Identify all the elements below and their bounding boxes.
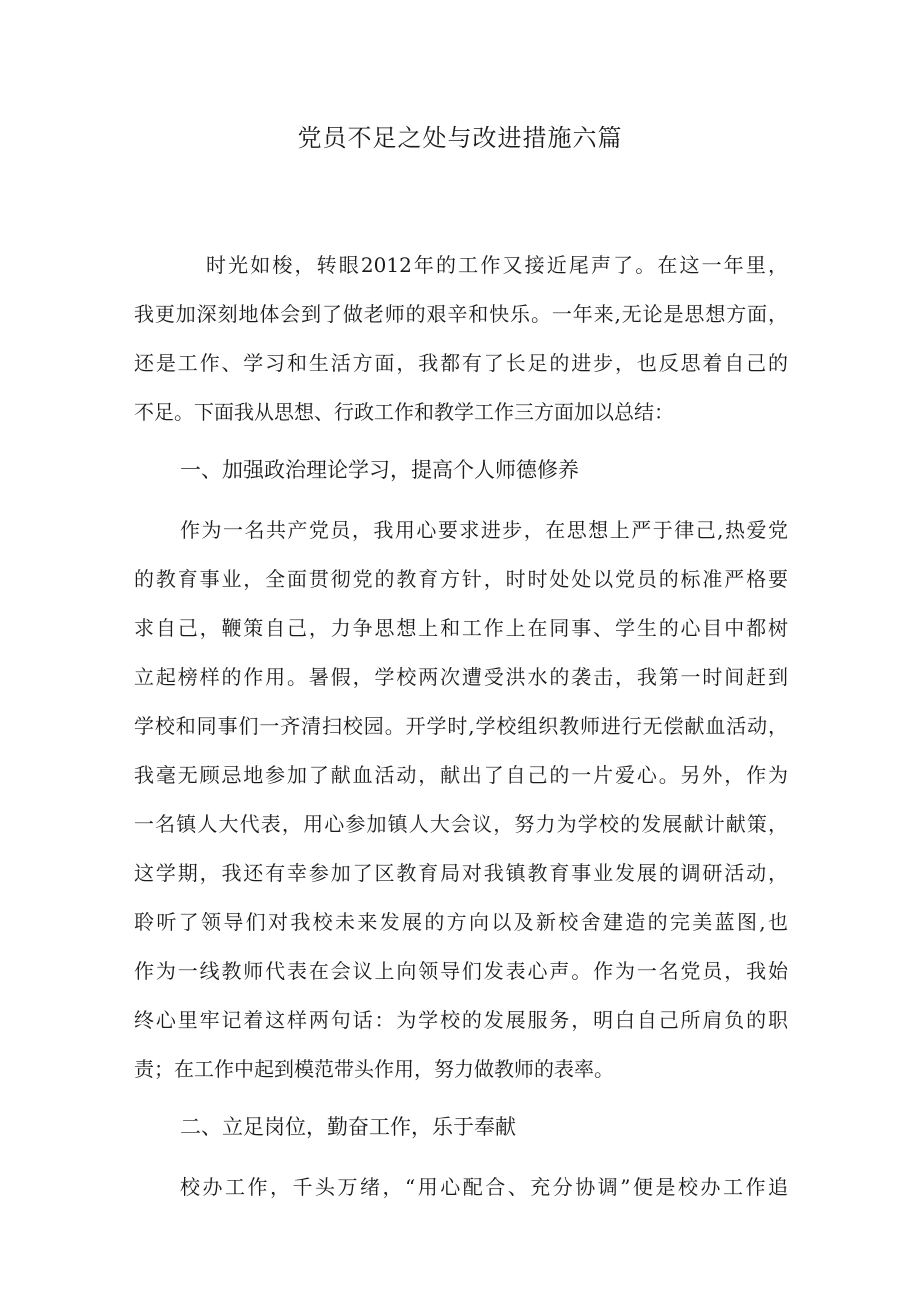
paragraph-line: 这学期，我还有幸参加了区教育局对我镇教育事业发展的调研活动， xyxy=(134,861,788,885)
paragraph-line: 聆听了领导们对我校未来发展的方向以及新校舍建造的完美蓝图,也 xyxy=(134,910,788,934)
paragraph-line: 的教育事业，全面贯彻党的教育方针，时时处处以党员的标准严格要 xyxy=(134,567,788,591)
paragraph-line: 立起榜样的作用。暑假，学校两次遭受洪水的袭击，我第一时间赶到 xyxy=(134,665,788,689)
paragraph-line: 时光如梭，转眼2012年的工作又接近尾声了。在这一年里， xyxy=(206,253,788,277)
section-heading-2: 二、立足岗位，勤奋工作，乐于奉献 xyxy=(180,1115,516,1139)
paragraph-line: 校办工作，千头万绪，“用心配合、充分协调”便是校办工作追 xyxy=(180,1175,788,1199)
paragraph-line: 我更加深刻地体会到了做老师的艰辛和快乐。一年来,无论是思想方面， xyxy=(134,302,788,326)
paragraph-line: 作为一线教师代表在会议上向领导们发表心声。作为一名党员，我始 xyxy=(134,959,788,983)
paragraph-line: 一名镇人大代表，用心参加镇人大会议，努力为学校的发展献计献策， xyxy=(134,812,788,836)
paragraph-line: 不足。下面我从思想、行政工作和教学工作三方面加以总结： xyxy=(134,400,674,424)
paragraph-line: 学校和同事们一齐清扫校园。开学时,学校组织教师进行无偿献血活动， xyxy=(134,714,788,738)
paragraph-line: 终心里牢记着这样两句话：为学校的发展服务，明白自己所肩负的职 xyxy=(134,1008,788,1032)
paragraph-line: 还是工作、学习和生活方面，我都有了长足的进步，也反思着自己的 xyxy=(134,351,788,375)
section-heading-1: 一、加强政治理论学习，提高个人师德修养 xyxy=(180,458,579,482)
document-title: 党员不足之处与改进措施六篇 xyxy=(297,124,623,152)
paragraph-line: 求自己，鞭策自己，力争思想上和工作上在同事、学生的心目中都树 xyxy=(134,616,788,640)
paragraph-line: 我毫无顾忌地参加了献血活动，献出了自己的一片爱心。另外，作为 xyxy=(134,763,788,787)
paragraph-line: 责；在工作中起到模范带头作用，努力做教师的表率。 xyxy=(134,1057,614,1081)
paragraph-line: 作为一名共产党员，我用心要求进步，在思想上严于律己,热爱党 xyxy=(180,518,788,542)
